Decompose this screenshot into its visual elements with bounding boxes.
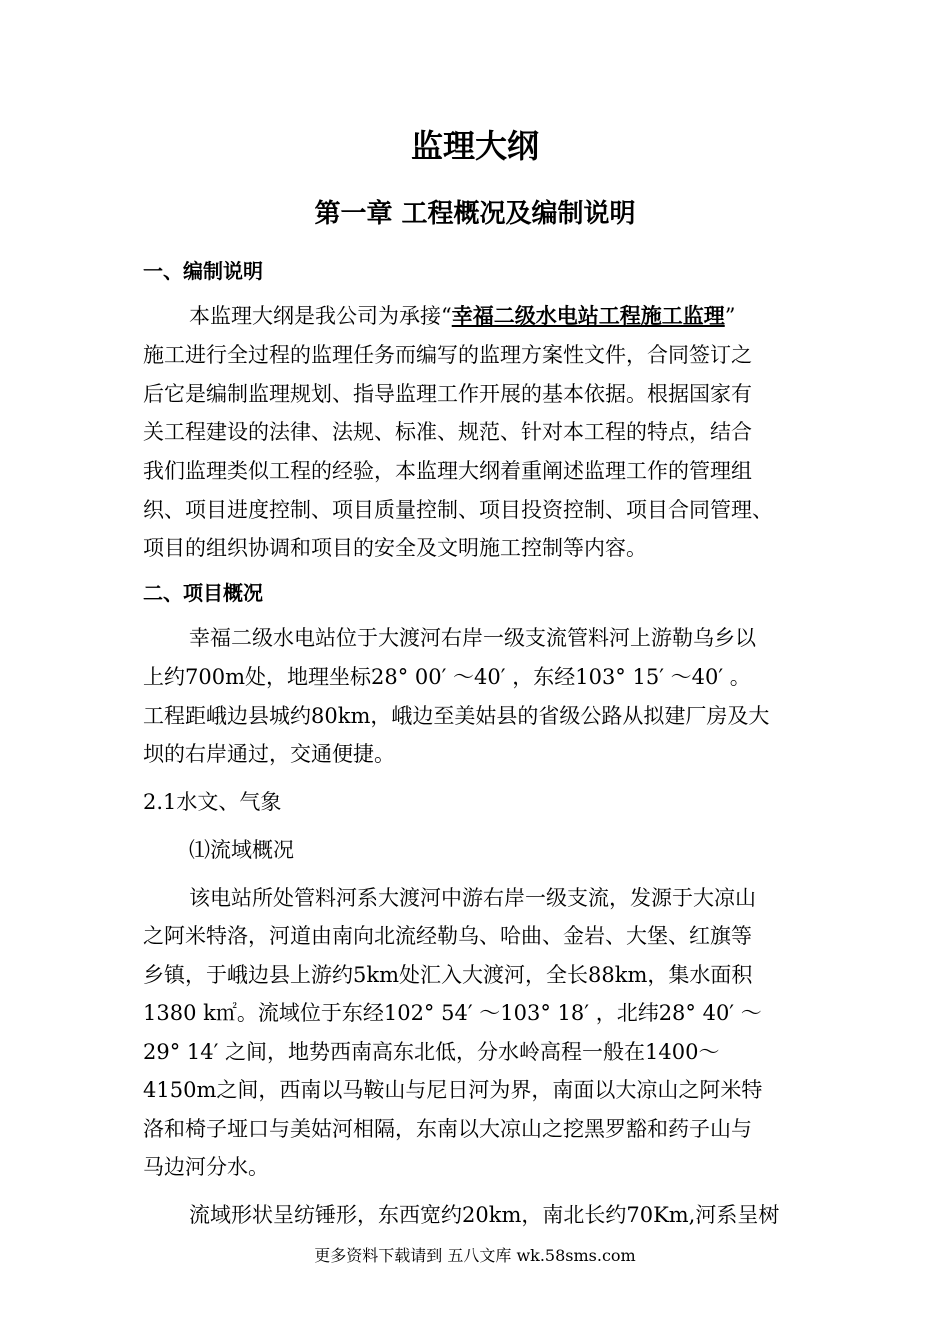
paragraph-line: 1380 k㎡。流域位于东经102° 54′ ～103° 18′ ，北纬28° 40′ ～ <box>143 1001 762 1025</box>
paragraph-line: 流域形状呈纺锤形，东西宽约20km，南北长约70Km,河系呈树 <box>189 1203 780 1227</box>
paragraph-line: 织、项目进度控制、项目质量控制、项目投资控制、项目合同管理、 <box>143 498 773 522</box>
chapter-title: 第一章 工程概况及编制说明 <box>314 199 636 229</box>
paragraph-line: 之阿米特洛，河道由南向北流经勒乌、哈曲、金岩、大堡、红旗等 <box>143 924 752 948</box>
paragraph-line: 工程距峨边县城约80km，峨边至美姑县的省级公路从拟建厂房及大 <box>143 704 770 728</box>
paragraph-line: 29° 14′ 之间，地势西南高东北低，分水岭高程一般在1400～ <box>143 1040 720 1064</box>
page-footer: 更多资料下载请到 五八文库 wk.58sms.com <box>314 1246 636 1265</box>
paragraph-line: 关工程建设的法律、法规、标准、规范、针对本工程的特点，结合 <box>143 420 752 444</box>
paragraph-line: 后它是编制监理规划、指导监理工作开展的基本依据。根据国家有 <box>143 382 752 406</box>
paragraph-line: 乡镇，于峨边县上游约5km处汇入大渡河，全长88km，集水面积 <box>143 963 753 987</box>
subsubsection-heading: ⑴流域概况 <box>189 838 294 862</box>
paragraph-line: 坝的右岸通过，交通便捷。 <box>143 742 395 766</box>
paragraph-line <box>189 301 736 331</box>
paragraph-line: 上约700m处，地理坐标28° 00′ ～40′ ，东经103° 15′ ～40′ 。 <box>143 665 751 689</box>
paragraph-line: 施工进行全过程的监理任务而编写的监理方案性文件，合同签订之 <box>143 343 752 367</box>
paragraph-text: 本监理大纲是我公司为承接“ <box>189 304 452 328</box>
paragraph-line: 该电站所处管料河系大渡河中游右岸一级支流，发源于大凉山 <box>189 886 756 910</box>
section-heading-compilation: 一、编制说明 <box>143 259 263 283</box>
document-title: 监理大纲 <box>410 127 539 165</box>
project-name-emphasis: 幸福二级水电站工程施工监理 <box>451 304 725 328</box>
section-heading-overview: 二、项目概况 <box>143 581 263 605</box>
paragraph-text: ” <box>724 304 736 328</box>
paragraph-line: 马边河分水。 <box>143 1155 269 1179</box>
subsection-heading: 2.1水文、气象 <box>143 790 282 814</box>
paragraph-line: 洛和椅子垭口与美姑河相隔，东南以大凉山之挖黑罗豁和药子山与 <box>143 1117 752 1141</box>
paragraph-line: 幸福二级水电站位于大渡河右岸一级支流管料河上游勒乌乡以 <box>189 626 756 650</box>
paragraph-line: 我们监理类似工程的经验，本监理大纲着重阐述监理工作的管理组 <box>143 459 752 483</box>
paragraph-line: 项目的组织协调和项目的安全及文明施工控制等内容。 <box>143 536 647 560</box>
paragraph-line: 4150m之间，西南以马鞍山与尼日河为界，南面以大凉山之阿米特 <box>143 1078 763 1102</box>
